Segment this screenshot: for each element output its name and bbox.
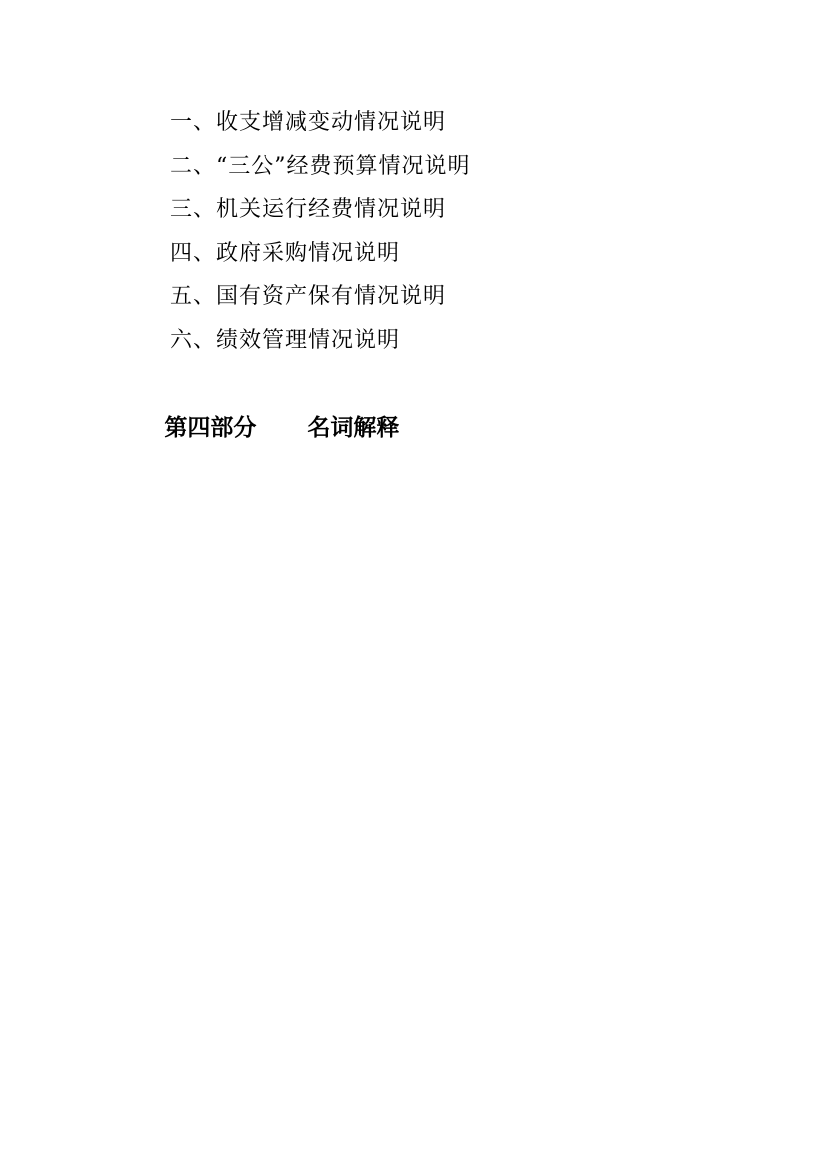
toc-item: 六、绩效管理情况说明 bbox=[170, 327, 401, 353]
section-part-label: 第四部分 bbox=[164, 413, 257, 440]
section-part-title: 名词解释 bbox=[307, 413, 400, 440]
section-heading bbox=[126, 362, 767, 440]
toc-item: 五、国有资产保有情况说明 bbox=[170, 284, 447, 309]
toc-item: 一、收支增减变动情况说明 bbox=[170, 110, 447, 135]
toc-item: 三、机关运行经费情况说明 bbox=[170, 197, 447, 222]
toc-item: 四、政府采购情况说明 bbox=[170, 240, 401, 266]
toc-content bbox=[0, 0, 827, 440]
toc-item: 二、“三公”经费预算情况说明 bbox=[170, 153, 471, 179]
